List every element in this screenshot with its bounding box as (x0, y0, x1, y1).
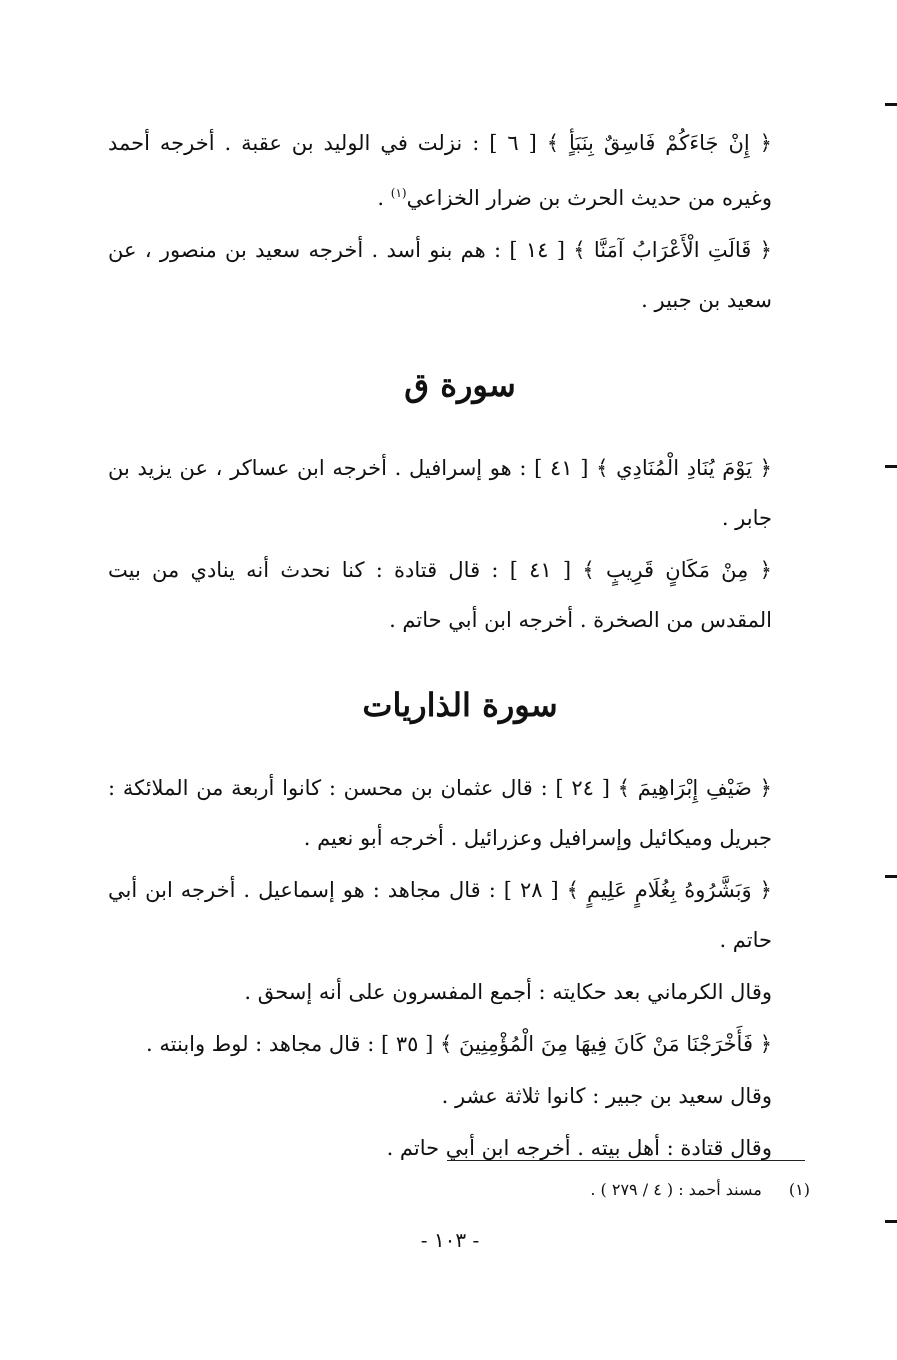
ornament-open: ﴿ (759, 131, 772, 155)
paragraph-hujurat-14 (108, 225, 812, 325)
paragraph-text: : نزلت في الوليد بن عقبة . أخرجه أحمد وغيره من حديث الحرث بن ضرار الخزاعي (108, 131, 772, 210)
surah-heading-qaf: سورة ق (404, 366, 516, 404)
ornament-close: ﴾ (573, 238, 586, 262)
ornament-close: ﴾ (582, 558, 595, 582)
ayah-text: مِنْ مَكَانٍ قَرِيبٍ (605, 558, 749, 582)
page-body (108, 118, 812, 1175)
paragraph-dhariyat-28 (108, 865, 812, 965)
page-number: - ١٠٣ - (420, 1228, 480, 1252)
paragraph-hujurat-6 (108, 118, 812, 223)
footnote (500, 1180, 810, 1199)
paragraph-text: : قال قتادة : كنا نحدث أنه ينادي من بيت المقدس من الصخرة . أخرجه ابن أبي حاتم . (108, 558, 772, 632)
paragraph-text: : قال عثمان بن محسن : كانوا أربعة من الملائكة : جبريل وميكائيل وإسرافيل وعزرائيل . أخرجه أبو نعيم . (108, 776, 772, 850)
margin-mark (885, 465, 897, 468)
verse-ref: [ ٦ ] (489, 131, 537, 155)
paragraph-dhariyat-24 (108, 763, 812, 863)
verse-ref: [ ٢٨ ] (503, 878, 559, 902)
ornament-open: ﴿ (759, 456, 772, 480)
verse-ref: [ ٢٤ ] (555, 776, 610, 800)
verse-ref: [ ١٤ ] (509, 238, 565, 262)
paragraph-dhariyat-35 (108, 1019, 812, 1069)
margin-mark (885, 103, 897, 106)
footnote-text: مسند أحمد : ( ٤ / ٢٧٩ ) . (590, 1180, 762, 1199)
paragraph-qaf-41b (108, 545, 812, 645)
ornament-open: ﴿ (759, 238, 772, 262)
paragraph-tail: . (377, 186, 391, 210)
ayah-text: يَوْمَ يُنَادِ الْمُنَادِي (616, 456, 752, 480)
paragraph-text: : قال مجاهد : هو إسماعيل . أخرجه ابن أبي حاتم . (108, 878, 772, 952)
ornament-open: ﴿ (759, 878, 772, 902)
ornament-open: ﴿ (759, 776, 772, 800)
paragraph-qaf-41a (108, 443, 812, 543)
paragraph-text: : هم بنو أسد . أخرجه سعيد بن منصور ، عن سعيد بن جبير . (108, 238, 772, 312)
ornament-close: ﴾ (440, 1032, 453, 1056)
margin-mark (885, 1220, 897, 1223)
ornament-open: ﴿ (759, 558, 772, 582)
ayah-text: ضَيْفِ إِبْرَاهِيمَ (637, 776, 752, 800)
margin-mark (885, 875, 897, 878)
paragraph-said-ibn-jubayr: وقال سعيد بن جبير : كانوا ثلاثة عشر . (441, 1084, 772, 1108)
verse-ref: [ ٤١ ] (509, 558, 572, 582)
surah-heading-dhariyat: سورة الذاريات (362, 686, 558, 724)
footnote-marker: (١) (390, 186, 407, 200)
ayah-text: إِنْ جَاءَكُمْ فَاسِقٌ بِنَبَأٍ (568, 131, 750, 155)
ornament-close: ﴾ (617, 776, 630, 800)
paragraph-text: : هو إسرافيل . أخرجه ابن عساكر ، عن يزيد بن جابر . (108, 456, 772, 530)
footnote-number: (١) (788, 1180, 810, 1199)
ornament-close: ﴾ (546, 131, 560, 155)
footnote-divider (447, 1160, 805, 1161)
ayah-text: قَالَتِ الْأَعْرَابُ آمَنَّا (593, 238, 752, 262)
verse-ref: [ ٤١ ] (534, 456, 589, 480)
ornament-open: ﴿ (759, 1032, 772, 1056)
ayah-text: فَأَخْرَجْنَا مَنْ كَانَ فِيهَا مِنَ الْمُؤْمِنِينَ (459, 1032, 753, 1056)
ornament-close: ﴾ (596, 456, 609, 480)
paragraph-qatada: وقال قتادة : أهل بيته . أخرجه ابن أبي حاتم . (386, 1136, 772, 1160)
paragraph-kirmani: وقال الكرماني بعد حكايته : أجمع المفسرون على أنه إسحق . (244, 980, 772, 1004)
verse-ref: [ ٣٥ ] (381, 1032, 434, 1056)
ornament-close: ﴾ (566, 878, 579, 902)
paragraph-text: : قال مجاهد : لوط وابنته . (146, 1032, 375, 1056)
ayah-text: وَبَشَّرُوهُ بِغُلَامٍ عَلِيمٍ (586, 878, 752, 902)
